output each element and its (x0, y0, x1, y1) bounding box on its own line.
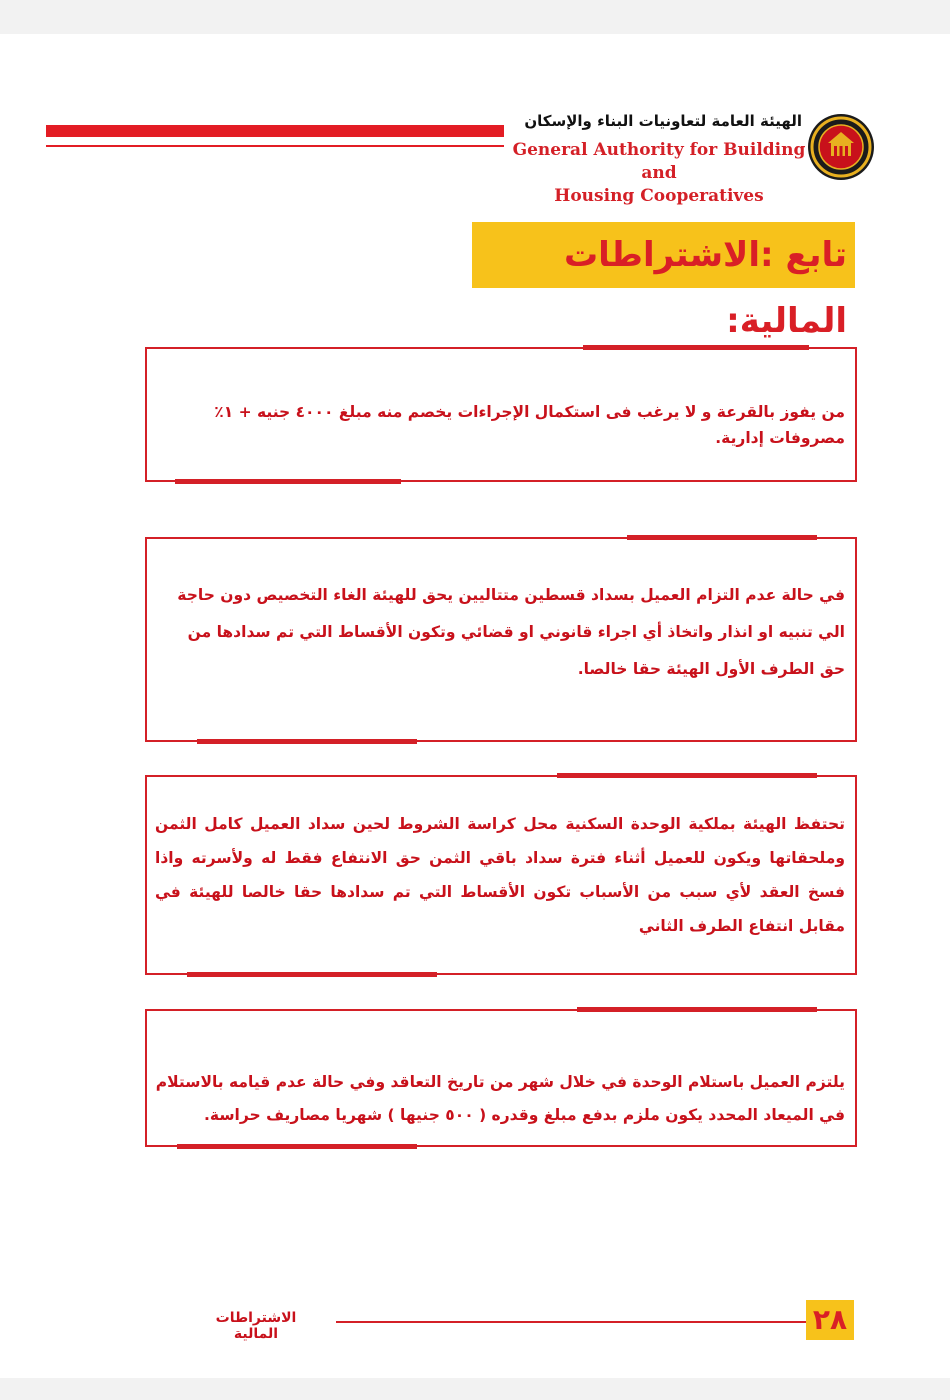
org-name-english-line2: Housing Cooperatives (554, 186, 764, 206)
footer-rule (336, 1321, 806, 1323)
condition-box-2 (145, 537, 857, 742)
footer-section-label: الاشتراطات المالية (215, 1310, 297, 1342)
box-accent-bottom (177, 1144, 417, 1149)
box-accent-top (583, 345, 809, 350)
org-name-english-line1: General Authority for Building and (512, 140, 806, 183)
condition-box-4 (145, 1009, 857, 1147)
header-red-rule (46, 145, 504, 147)
box-accent-bottom (187, 972, 437, 977)
box-accent-bottom (175, 479, 401, 484)
top-margin-band (0, 0, 950, 34)
section-title-banner (472, 222, 855, 341)
authority-seal-icon (806, 112, 876, 182)
org-name-arabic: الهيئة العامة لتعاونيات البناء والإسكان (524, 112, 802, 130)
box-accent-top (577, 1007, 817, 1012)
org-name-english (500, 139, 818, 208)
condition-box-1 (145, 347, 857, 482)
section-title: تابع :الاشتراطات المالية: (563, 235, 847, 341)
condition-text-4: يلتزم العميل باستلام الوحدة في خلال شهر من تاريخ التعاقد وفي حالة عدم قيامه بالاستلام في الميعاد المحدد يكون ملزم بدفع مبلغ وقدره ( ٥٠٠ جنيها ) شهريا مصاريف حراسة. (155, 1073, 845, 1124)
condition-text-1: من يفوز بالقرعة و لا يرغب فى استكمال الإجراءات يخصم منه مبلغ ٤٠٠٠ جنيه + ١٪ مصروفات إدارية. (214, 403, 845, 447)
header-red-bar (46, 125, 504, 137)
bottom-margin-band (0, 1378, 950, 1400)
box-accent-bottom (197, 739, 417, 744)
page-number: ٢٨ (806, 1300, 854, 1340)
condition-box-3 (145, 775, 857, 975)
condition-text-2: في حالة عدم التزام العميل بسداد قسطين متتاليين يحق للهيئة الغاء التخصيص دون حاجة الي تنبيه او انذار واتخاذ أي اجراء قانوني او قضائي وتكون الأقساط التي تم سدادها من حق الطرف الأول الهيئة حقا خالصا. (177, 586, 845, 678)
condition-text-3: تحتفظ الهيئة بملكية الوحدة السكنية محل كراسة الشروط لحين سداد العميل كامل الثمن وملحقاتها ويكون للعميل أثناء فترة سداد باقي الثمن حق الانتفاع فقط له ولأسرته واذا فسخ العقد لأي سبب من الأسباب تكون الأقساط التي تم سدادها حقا خالصا للهيئة في مقابل انتفاع الطرف الثاني (155, 815, 845, 935)
box-accent-top (627, 535, 817, 540)
box-accent-top (557, 773, 817, 778)
